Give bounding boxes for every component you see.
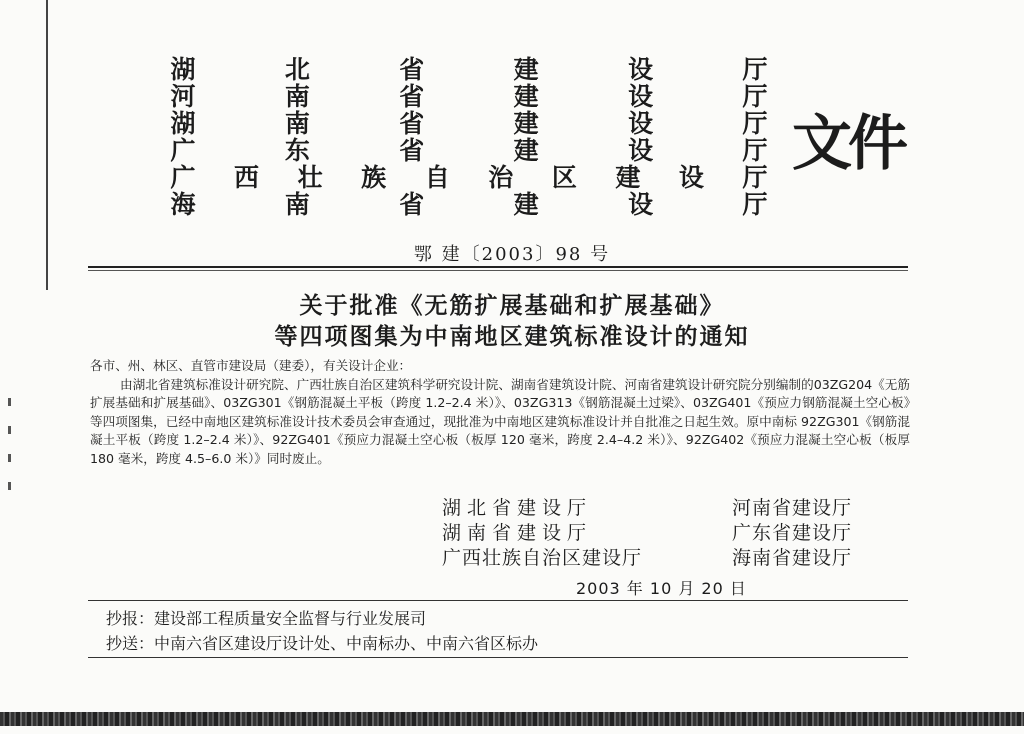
- issuer-char: 省: [399, 136, 425, 165]
- cc-report: 抄报：建设部工程质量安全监督与行业发展司: [106, 609, 427, 628]
- issuer-char: 湖: [170, 55, 196, 84]
- issuer-char: 厅: [742, 109, 768, 138]
- cc-send: 抄送：中南六省区建设厅设计处、中南标办、中南六省区标办: [106, 634, 539, 653]
- signer: 广西壮族自治区建设厅: [442, 547, 643, 569]
- issuer-char: 建: [513, 55, 539, 84]
- issuer-char: 设: [628, 190, 654, 219]
- signers-right: [732, 496, 852, 571]
- issuer-char: 设: [628, 82, 654, 111]
- scan-bottom-band: [0, 712, 1024, 726]
- issuer-char: 建: [513, 190, 539, 219]
- issuer-char: 湖: [170, 109, 196, 138]
- issuer-char: 设: [628, 136, 654, 165]
- issuer-char: 区: [551, 163, 577, 192]
- header-rule-thick: [88, 266, 908, 268]
- issuer-row: [168, 83, 768, 110]
- issuer-char: 省: [399, 109, 425, 138]
- body-paragraph: 由湖北省建筑标准设计研究院、广西壮族自治区建筑科学研究设计院、湖南省建筑设计院、河南省建筑设计研究院分别编制的03ZG204《无筋扩展基础和扩展基础》、03ZG301《钢筋混凝土平板（跨度 1.2–2.4 米）》、03ZG313《钢筋混凝土过梁》、03ZG401《预应力钢筋混凝土空心板》等四项图集，已经中南地区建筑标准设计技术委员会审查通过，现批准为中南地区建筑标准设计并自批准之日起生效。原中南标 92ZG301《钢筋混凝土平板（跨度 1.2–2.4 米）》、92ZG401《预应力混凝土空心板（板厚 120 毫米，跨度 2.4–4.2 米）》、92ZG402《预应力混凝土空心板（板厚 180 毫米，跨度 4.5–6.0 米）》同时废止。: [90, 377, 910, 466]
- issuer-char: 建: [513, 136, 539, 165]
- issuer-char: 厅: [742, 82, 768, 111]
- issuer-char: 设: [628, 55, 654, 84]
- issuer-char: 广: [170, 163, 196, 192]
- issuer-char: 海: [170, 190, 196, 219]
- cc-rule-top: [88, 600, 908, 601]
- signers-left: [442, 496, 642, 571]
- issuer-char: 设: [678, 163, 704, 192]
- issuer-char: 设: [628, 109, 654, 138]
- issuer-char: 南: [284, 190, 310, 219]
- issuer-row: [168, 191, 768, 218]
- issuer-char: 厅: [742, 55, 768, 84]
- header-rule-thin: [88, 270, 908, 271]
- issuer-char: 南: [284, 82, 310, 111]
- issuer-char: 省: [399, 55, 425, 84]
- issuer-char: 厅: [742, 190, 768, 219]
- issuer-char: 省: [399, 190, 425, 219]
- issuer-char: 河: [170, 82, 196, 111]
- issuer-char: 壮: [297, 163, 323, 192]
- issuer-row: [168, 110, 768, 137]
- issue-date: 2003 年 10 月 20 日: [576, 579, 747, 598]
- scan-edge-marks: [6, 398, 16, 508]
- issuer-char: 建: [513, 82, 539, 111]
- issuer-char: 厅: [742, 163, 768, 192]
- document-type: 文件: [792, 109, 904, 179]
- signer: 湖北省建设厅: [442, 497, 593, 519]
- issuer-char: 建: [615, 163, 641, 192]
- issuer-row: [168, 56, 768, 83]
- issuer-row: [168, 164, 768, 191]
- signer: 湖南省建设厅: [442, 522, 593, 544]
- title-line-1: 关于批准《无筋扩展基础和扩展基础》: [299, 292, 725, 319]
- issuer-char: 族: [361, 163, 387, 192]
- signer: 广东省建设厅: [732, 522, 853, 544]
- issuer-char: 广: [170, 136, 196, 165]
- issuer-char: 东: [284, 136, 310, 165]
- issuer-char: 自: [424, 163, 450, 192]
- issuer-char: 建: [513, 109, 539, 138]
- issuer-block: [168, 56, 768, 218]
- issuer-char: 厅: [742, 136, 768, 165]
- issuer-char: 西: [234, 163, 260, 192]
- salutation: 各市、州、林区、直管市建设局（建委），有关设计企业：: [90, 358, 412, 373]
- issuer-char: 南: [284, 109, 310, 138]
- signer: 河南省建设厅: [732, 497, 853, 519]
- document-number: 鄂 建〔2003〕98 号: [413, 244, 611, 265]
- cc-rule-bottom: [88, 657, 908, 658]
- title-line-2: 等四项图集为中南地区建筑标准设计的通知: [274, 323, 750, 350]
- issuer-char: 省: [399, 82, 425, 111]
- issuer-char: 北: [284, 55, 310, 84]
- issuer-row: [168, 137, 768, 164]
- issuer-char: 治: [488, 163, 514, 192]
- signer: 海南省建设厅: [732, 547, 853, 569]
